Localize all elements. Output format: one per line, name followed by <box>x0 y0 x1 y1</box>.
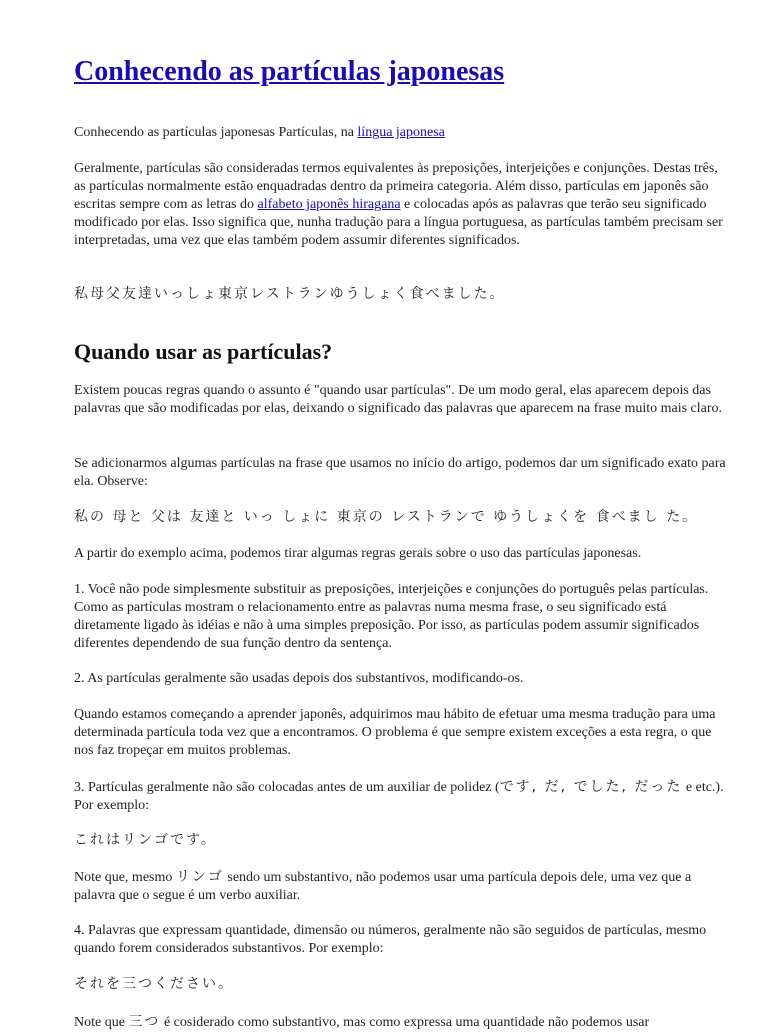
paragraph-general-rules: A partir do exemplo acima, podemos tirar algumas regras gerais sobre o uso das partículas japonesas. <box>74 546 642 561</box>
rule-3-text-2: e etc.). Por exemplo: <box>74 780 724 813</box>
intro-text: Conhecendo as partículas japonesas Partículas, na <box>74 125 358 140</box>
rule-3-text-1: 3. Partículas geralmente não são colocadas antes de um auxiliar de polidez ( <box>74 780 500 795</box>
example-sentence-1: 私母父友達いっしょ東京レストランゆうしょく食べました。 <box>74 286 506 302</box>
rule-4: 4. Palavras que expressam quantidade, dimensão ou números, geralmente não são seguidos de partículas, mesmo quando forem considerados substantivos. Por exemplo: <box>74 923 707 956</box>
rule-3-japanese: です, だ, でした, だった <box>499 779 683 795</box>
paragraph-ringo-note-text-1: Note que, mesmo <box>74 870 176 885</box>
rule-1: 1. Você não pode simplesmente substituir as preposições, interjeições e conjunções do português pelas partículas. Como as partículas mostram o relacionamento entre as palavras numa mesma frase, o seu significado está diretamente ligado às idéias e não à uma simples preposição. Por isso, as partículas podem assumir significados diferentes dependendo de sua função dentro da sentença. <box>74 582 709 651</box>
example-sentence-2: 私の 母と 父は 友達と いっ しょに 東京の レストランで ゆうしょくを 食べまし た。 <box>74 509 699 525</box>
article-title <box>74 55 504 89</box>
lingua-japonesa-link[interactable]: língua japonesa <box>357 125 445 140</box>
alfabeto-hiragana-link[interactable]: alfabeto japonês hiragana <box>257 197 401 212</box>
paragraph-ringo-note <box>74 868 730 905</box>
paragraph-quantity-note-text-2: é cosiderado como substantivo, mas como expressa uma quantidade não podemos usar <box>160 1015 650 1030</box>
rule-2: 2. As partículas geralmente são usadas depois dos substantivos, modificando-os. <box>74 671 524 686</box>
paragraph-rules-intro: Existem poucas regras quando o assunto é "quando usar partículas". De um modo geral, elas aparecem depois das palavras que são modificadas por elas, deixando o significado das palavras que aparecem na frase muito mais claro. <box>74 383 723 416</box>
paragraph-ringo-note-text-2: sendo um substantivo, não podemos usar uma partícula depois dele, uma vez que a palavra que o segue é um verbo auxiliar. <box>74 870 692 903</box>
paragraph-quantity-note-text-1: Note que <box>74 1015 129 1030</box>
paragraph-add-particles: Se adicionarmos algumas partículas na frase que usamos no início do artigo, podemos dar um significado exato para ela. Observe: <box>74 456 726 489</box>
paragraph-definition <box>74 160 730 250</box>
paragraph-quantity-note <box>74 1013 730 1032</box>
intro-paragraph <box>74 124 730 142</box>
article-title-link[interactable]: Conhecendo as partículas japonesas <box>74 56 505 87</box>
paragraph-translation-habit-text: Quando estamos começando a aprender japonês, adquirimos mau hábito de efetuar uma mesma tradução para uma determinada partícula toda vez que a encontramos. O problema é que sempre existem exceções a esta regra, o que nos faz tropeçar em muitos problemas. <box>74 707 716 758</box>
rule-3 <box>74 778 730 815</box>
example-sentence-3: これはリンゴです。 <box>74 832 217 848</box>
paragraph-translation-habit <box>74 706 730 760</box>
example-sentence-4: それを三つください。 <box>74 976 234 992</box>
section-heading-quando-usar: Quando usar as partículas? <box>74 339 333 364</box>
paragraph-definition-text-1: Geralmente, partículas são consideradas termos equivalentes às preposições, interjeições e conjunções. Destas três, as partículas normalmente estão enquadradas dentro da primeira categoria. Além disso, partículas em japonês são escritas sempre com as letras do <box>74 161 718 212</box>
paragraph-definition-text-2: e colocadas após as palavras que terão seu significado modificado por elas. Isso significa que, nunha tradução para a língua portuguesa, as partículas também precisam ser interpretadas, uma vez que elas também podem assumir diferentes significados. <box>74 197 723 248</box>
paragraph-quantity-note-japanese: 三つ <box>128 1014 161 1030</box>
paragraph-ringo-note-japanese: リンゴ <box>175 869 224 885</box>
